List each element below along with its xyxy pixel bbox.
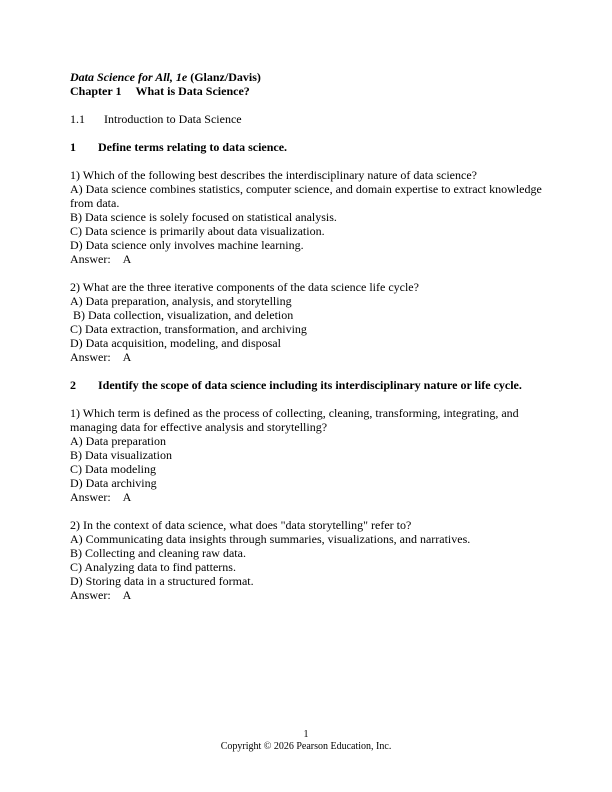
objective-2-heading (70, 378, 546, 392)
choice-c: C) Data science is primarily about data visualization. (70, 224, 325, 238)
question-stem: Which term is defined as the process of collecting, cleaning, transforming, integrating, and managing data for effective analysis and storytelling? (70, 406, 519, 434)
choice-d: D) Data science only involves machine learning. (70, 238, 304, 252)
answer-label: Answer: (70, 252, 111, 266)
question-1-1 (70, 168, 546, 266)
objective-2-title: Identify the scope of data science including its interdisciplinary nature or life cycle. (98, 378, 522, 392)
page-footer (0, 729, 612, 752)
answer-label: Answer: (70, 350, 111, 364)
choice-b: B) Data collection, visualization, and deletion (70, 308, 294, 322)
question-number: 2) (70, 518, 80, 532)
section-number: 1.1 (70, 112, 85, 126)
choice-c: C) Analyzing data to find patterns. (70, 560, 236, 574)
choice-c: C) Data extraction, transformation, and archiving (70, 322, 307, 336)
book-authors: (Glanz/Davis) (190, 70, 261, 84)
question-number: 1) (70, 406, 80, 420)
question-text (70, 518, 546, 532)
copyright-notice: Copyright © 2026 Pearson Education, Inc. (220, 740, 392, 752)
choice-b: B) Collecting and cleaning raw data. (70, 546, 246, 560)
choice-a: A) Data preparation (70, 434, 166, 448)
question-2-2 (70, 518, 546, 602)
answer-value: A (122, 490, 132, 504)
question-number: 2) (70, 280, 80, 294)
objective-1-title: Define terms relating to data science. (98, 140, 288, 154)
answer-line (70, 490, 546, 504)
question-text (70, 168, 546, 182)
question-text (70, 406, 546, 434)
objective-2-number: 2 (70, 378, 76, 392)
page-content (70, 70, 546, 602)
chapter-label: Chapter 1 (70, 84, 122, 98)
question-text (70, 280, 546, 294)
answer-value: A (122, 350, 132, 364)
question-number: 1) (70, 168, 80, 182)
objective-1-number: 1 (70, 140, 76, 154)
choice-a: A) Communicating data insights through summaries, visualizations, and narratives. (70, 532, 471, 546)
book-title: Data Science for All, 1e (70, 70, 188, 84)
answer-line (70, 252, 546, 266)
question-1-2 (70, 280, 546, 364)
question-stem: Which of the following best describes the interdisciplinary nature of data science? (82, 168, 477, 182)
answer-line (70, 350, 546, 364)
choice-b: B) Data science is solely focused on statistical analysis. (70, 210, 337, 224)
choice-d: D) Storing data in a structured format. (70, 574, 254, 588)
choice-a: A) Data preparation, analysis, and storytelling (70, 294, 292, 308)
question-stem: In the context of data science, what does "data storytelling" refer to? (83, 518, 412, 532)
section-line (70, 112, 546, 126)
choice-b: B) Data visualization (70, 448, 172, 462)
objective-1-heading (70, 140, 546, 154)
chapter-title: What is Data Science? (135, 84, 250, 98)
question-2-1 (70, 406, 546, 504)
answer-value: A (122, 588, 132, 602)
choice-a: A) Data science combines statistics, computer science, and domain expertise to extract knowledge from data. (70, 182, 545, 210)
book-title-line (70, 70, 546, 84)
answer-label: Answer: (70, 588, 111, 602)
section-title: Introduction to Data Science (104, 112, 242, 126)
choice-d: D) Data archiving (70, 476, 157, 490)
answer-label: Answer: (70, 490, 111, 504)
page-number: 1 (303, 729, 309, 740)
answer-line (70, 588, 546, 602)
answer-value: A (122, 252, 132, 266)
choice-c: C) Data modeling (70, 462, 156, 476)
chapter-line (70, 84, 546, 98)
question-stem: What are the three iterative components of the data science life cycle? (82, 280, 419, 294)
choice-d: D) Data acquisition, modeling, and disposal (70, 336, 281, 350)
